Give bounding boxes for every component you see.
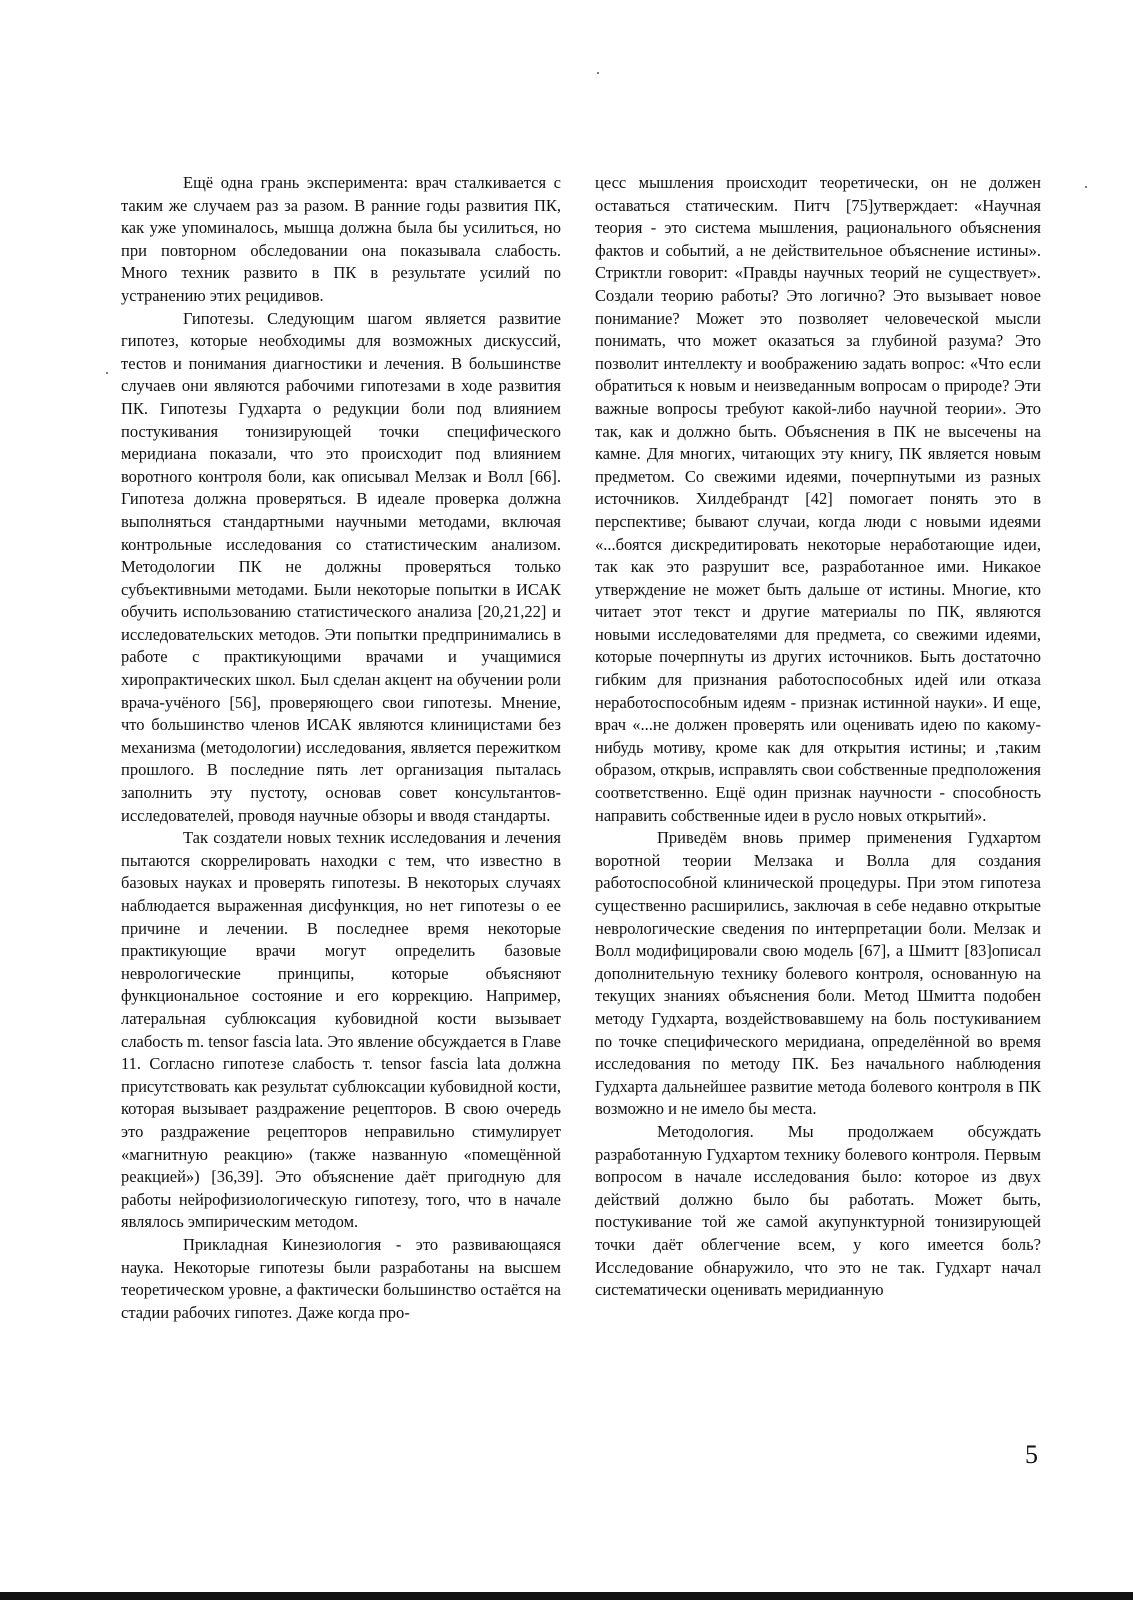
paragraph: Ещё одна грань эксперимента: врач сталкивается с таким же случаем раз за разом. В ранние годы развития ПК, как уже упоминалось, мышца должна была бы усилиться, но при повторном обследовании она показывала слабость. Много техник развито в ПК в результате усилий по устранению этих рецидивов. xyxy=(121,173,561,305)
scan-edge-bar xyxy=(0,1592,1133,1600)
right-column xyxy=(595,172,1041,1302)
paragraph: цесс мышления происходит теоретически, он не должен оставаться статическим. Питч [75]утверждает: «Научная теория - это система мышления, рационального объяснения фактов и событий, а не действительное объяснение истины». Стриктли говорит: «Правды научных теорий не существует». Создали теорию работы? Это логично? Это вызывает новое понимание? Может это позволяет человеческой мысли понимать, что может оказаться за глубиной разума? Это позволит интеллекту и воображению задать вопрос: «Что если обратиться к новым и неизведанным вопросам о природе? Эти важные вопросы требуют какой-либо научной теории». Это так, как и должно быть. Объяснения в ПК не высечены на камне. Для многих, читающих эту книгу, ПК является новым предметом. Со свежими идеями, почерпнутыми из разных источников. Хилдебрандт [42] помогает понять это в перспективе; бывают случаи, когда люди с новыми идеями «...боятся дискредитировать некоторые неработающие идеи, так как это разрушит все, разработанное ими. Никакое утверждение не может быть дальше от истины. Многие, кто читает этот текст и другие материалы по ПК, являются новыми исследователями для предмета, со свежими идеями, которые почерпнуты из других источников. Быть достаточно гибким для признания работоспособных идей или отказа неработоспособным идеям - признак истинной науки». И еще, врач «...не должен проверять или оценивать идею по какому-нибудь мотиву, кроме как для открытия истины; и ,таким образом, открыв, исправлять свои собственные предположения соответственно. Ещё один признак научности - способность направить собственные идеи в русло новых открытий». xyxy=(595,173,1041,825)
scan-dot-top xyxy=(597,72,599,74)
left-column xyxy=(121,172,561,1324)
paragraph: Прикладная Кинезиология - это развивающаяся наука. Некоторые гипотезы были разработаны на высшем теоретическом уровне, а фактически большинство остаётся на стадии рабочих гипотез. Даже когда про- xyxy=(121,1234,561,1322)
paragraph: Приведём вновь пример применения Гудхартом воротной теории Мелзака и Волла для создания работоспособной клинической процедуры. При этом гипотеза существенно расширились, заключая в себе недавно открытые неврологические сведения по интерпретации боли. Мелзак и Волл модифицировали свою модель [67], а Шмитт [83]описал дополнительную технику болевого контроля, основанную на текущих знаниях объяснения боли. Метод Шмитта подобен методу Гудхарта, воздействовавшему на боль постукиванием по точке специфического меридиана, определённой во время исследования по методу ПК. Без начального наблюдения Гудхарта дальнейшее развитие метода болевого контроля в ПК возможно и не имело бы места. xyxy=(595,828,1041,1119)
paragraph: Методология. Мы продолжаем обсуждать разработанную Гудхартом технику болевого контроля. Первым вопросом в начале исследования было: которое из двух действий должно было бы работать. Может быть, постукивание той же самой акупунктурной тонизирующей точки даёт облегчение всем, у кого имеется боль? Исследование обнаружило, что это не так. Гудхарт начал систематически оценивать меридианную xyxy=(595,1121,1041,1300)
paragraph: Так создатели новых техник исследования и лечения пытаются скоррелировать находки с тем, что известно в базовых науках и проверять гипотезы. В некоторых случаях наблюдается выраженная дисфункция, но нет гипотезы о ее причине и лечении. В последнее время некоторые практикующие врачи могут определить базовые неврологические принципы, которые объясняют функциональное состояние и его коррекцию. Например, латеральная сублюксация кубовидной кости вызывает слабость m. tensor fascia lata. Это явление обсуждается в Главе 11. Согласно гипотезе слабость т. tensor fascia lata должна присутствовать как результат сублюксации кубовидной кости, которая вызывает раздражение рецепторов. В свою очередь это раздражение рецепторов неправильно стимулирует «магнитную реакцию» (также названную «помещённой реакцией») [36,39]. Это объяснение даёт пригодную для работы нейрофизиологическую гипотезу, того, что в начале являлось эмпирическим методом. xyxy=(121,828,561,1232)
scan-dot-left xyxy=(106,372,108,374)
paragraph: Гипотезы. Следующим шагом является развитие гипотез, которые необходимы для возможных дискуссий, тестов и понимания диагностики и лечения. В большинстве случаев они являются рабочими гипотезами в ходе развития ПК. Гипотезы Гудхарта о редукции боли под влиянием постукивания тонизирующей точки специфического меридиана показали, что это происходит под влиянием воротного контроля боли, как описывал Мелзак и Волл [66]. Гипотеза должна проверяться. В идеале проверка должна выполняться стандартными научными методами, включая контрольные исследования со статистическим анализом. Методологии ПК не должны проверяться только субъективными методами. Были некоторые попытки в ИСАК обучить использованию статистического анализа [20,21,22] и исследовательских методов. Эти попытки предпринимались в работе с практикующими врачами и учащимися хиропрактических школ. Был сделан акцент на обучении роли врача-учёного [56], проверяющего свои гипотезы. Мнение, что большинство членов ИСАК являются клиницистами без механизма (методологии) исследования, является пережитком прошлого. В последние пять лет организация пыталась заполнить эту пустоту, основав совет консультантов-исследователей, проводя научные обзоры и вводя стандарты. xyxy=(121,308,561,825)
scan-dot-right xyxy=(1085,186,1087,188)
page-number: 5 xyxy=(1025,1440,1038,1469)
